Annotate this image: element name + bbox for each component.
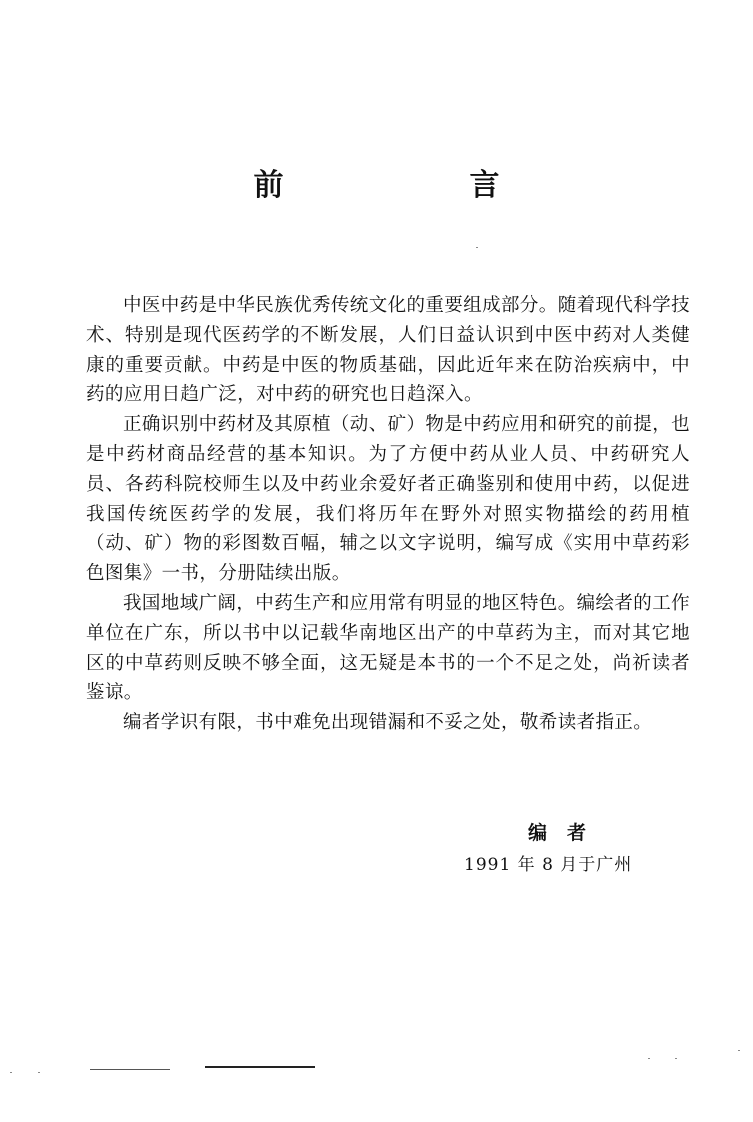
page-title: 前 言 bbox=[253, 168, 578, 203]
scan-artifact-dot bbox=[476, 247, 478, 248]
scan-artifact-dot bbox=[675, 1058, 677, 1059]
scan-artifact-dot bbox=[648, 1058, 650, 1059]
scan-artifact-dot bbox=[738, 1050, 740, 1051]
signature-date: 1991 年 8 月于广州 bbox=[464, 855, 633, 875]
scan-artifact-line bbox=[90, 1069, 170, 1070]
scan-artifact-dot bbox=[38, 1072, 40, 1073]
signature-author: 编者 bbox=[528, 822, 607, 844]
paragraph-1: 中医中药是中华民族优秀传统文化的重要组成部分。随着现代科学技术、特别是现代医药学的不断发展，人们日益认识到中医中药对人类健康的重要贡献。中药是中医的物质基础，因此近年来在防治疾病中，中药的应用日趋广泛，对中药的研究也日趋深入。 bbox=[86, 295, 691, 406]
scan-artifact-line bbox=[205, 1066, 315, 1068]
paragraph-2: 正确识别中药材及其原植（动、矿）物是中药应用和研究的前提，也是中药材商品经营的基本知识。为了方便中药从业人员、中药研究人员、各药科院校师生以及中药业余爱好者正确鉴别和使用中药，以促进我国传统医药学的发展，我们将历年在野外对照实物描绘的药用植（动、矿）物的彩图数百幅，辅之以文字说明，编写成《实用中草药彩色图集》一书，分册陆续出版。 bbox=[86, 414, 691, 585]
paragraph-4: 编者学识有限，书中难免出现错漏和不妥之处，敬希读者指正。 bbox=[123, 712, 653, 734]
paragraph-3: 我国地域广阔，中药生产和应用常有明显的地区特色。编绘者的工作单位在广东，所以书中以记载华南地区出产的中草药为主，而对其它地区的中草药则反映不够全面，这无疑是本书的一个不足之处，尚祈读者鉴谅。 bbox=[86, 592, 691, 704]
scan-artifact-dot bbox=[10, 1072, 12, 1073]
preface-body bbox=[86, 291, 690, 738]
